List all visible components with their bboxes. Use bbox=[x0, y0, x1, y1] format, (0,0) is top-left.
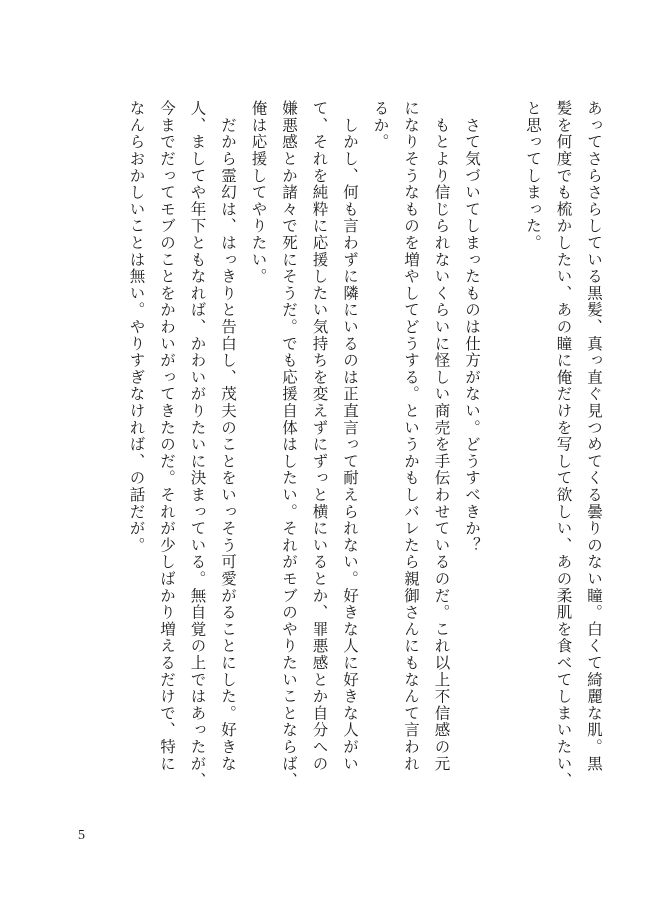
text-line: 髪を何度でも梳かしたい、あの瞳に俺だけを写して欲しい、あの柔肌を食べてしまいたい、 bbox=[554, 100, 573, 789]
text-line: しかし、何も言わずに隣にいるのは正直言って耐えられない。好きな人に好きな人がい bbox=[341, 100, 359, 772]
text-line: るか。 bbox=[371, 100, 390, 151]
vertical-text-body bbox=[39, 100, 609, 820]
text-line: て、それを純粋に応援したい気持ちを変えずにずっと横にいるとか、罪悪感とか自分への bbox=[310, 100, 329, 772]
text-line: と思ってしまった。 bbox=[524, 100, 542, 252]
text-line: 今までだってモブのことをかわいがってきたのだ。それが少しばかり増えるだけで、特に bbox=[158, 100, 176, 772]
text-line: 嫌悪感とか諸々で死にそうだ。でも応援自体はしたい。それがモブのやりたいことならば、 bbox=[280, 100, 298, 789]
text-line: 人、ましてや年下ともなれば、かわいがりたいに決まっている。無自覚の上ではあったが、 bbox=[188, 100, 207, 789]
text-line: さて気づいてしまったものは仕方がない。どうすべきか？ bbox=[463, 100, 481, 554]
text-line: になりそうなものを増やしてどうする。というかもしバレたら親御さんにもなんて言われ bbox=[402, 100, 420, 772]
text-line: なんらおかしいことは無い。やりすぎなければ、の話だが。 bbox=[127, 100, 146, 554]
page-number: 5 bbox=[78, 828, 85, 843]
text-line: もとより信じられないくらいに怪しい商売を手伝わせているのだ。これ以上不信感の元 bbox=[432, 100, 451, 772]
text-line: あってさらさらしている黒髪、真っ直ぐ見つめてくる曇りのない瞳。白くて綺麗な肌。黒 bbox=[585, 100, 603, 772]
text-line: 俺は応援してやりたい。 bbox=[249, 100, 268, 285]
text-line: だから霊幻は、はっきりと告白し、茂夫のことをいっそう可愛がることにした。好きな bbox=[219, 100, 237, 772]
blank-line bbox=[487, 100, 518, 820]
